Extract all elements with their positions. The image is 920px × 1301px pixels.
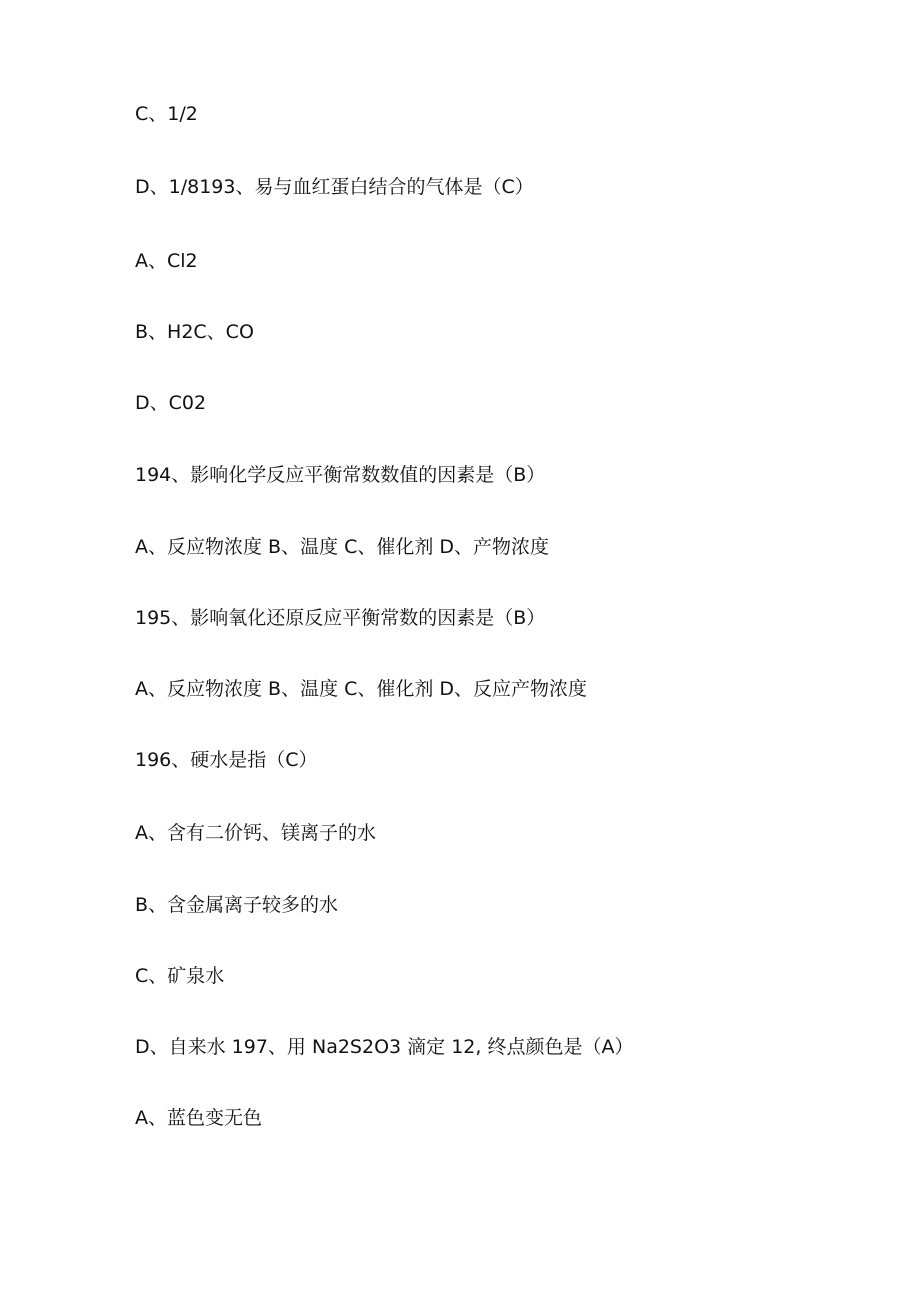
option-line: A、含有二价钙、镁离子的水 bbox=[135, 822, 376, 844]
option-line: A、反应物浓度 B、温度 C、催化剂 D、产物浓度 bbox=[135, 536, 550, 558]
option-line: A、Cl2 bbox=[135, 250, 198, 272]
option-line: B、H2C、CO bbox=[135, 321, 254, 343]
question-line: 194、影响化学反应平衡常数数值的因素是（B） bbox=[135, 464, 546, 486]
option-line: C、矿泉水 bbox=[135, 965, 225, 987]
question-line: D、1/8193、易与血红蛋白结合的气体是（C） bbox=[135, 176, 534, 198]
question-line: 195、影响氧化还原反应平衡常数的因素是（B） bbox=[135, 607, 546, 629]
question-line: D、自来水 197、用 Na2S2O3 滴定 12, 终点颜色是（A） bbox=[135, 1036, 634, 1058]
option-line: D、C02 bbox=[135, 392, 207, 414]
option-line: A、反应物浓度 B、温度 C、催化剂 D、反应产物浓度 bbox=[135, 678, 588, 700]
option-line: A、蓝色变无色 bbox=[135, 1107, 262, 1129]
option-line: B、含金属离子较多的水 bbox=[135, 894, 339, 916]
option-line: C、1/2 bbox=[135, 103, 198, 125]
question-line: 196、硬水是指（C） bbox=[135, 749, 318, 771]
